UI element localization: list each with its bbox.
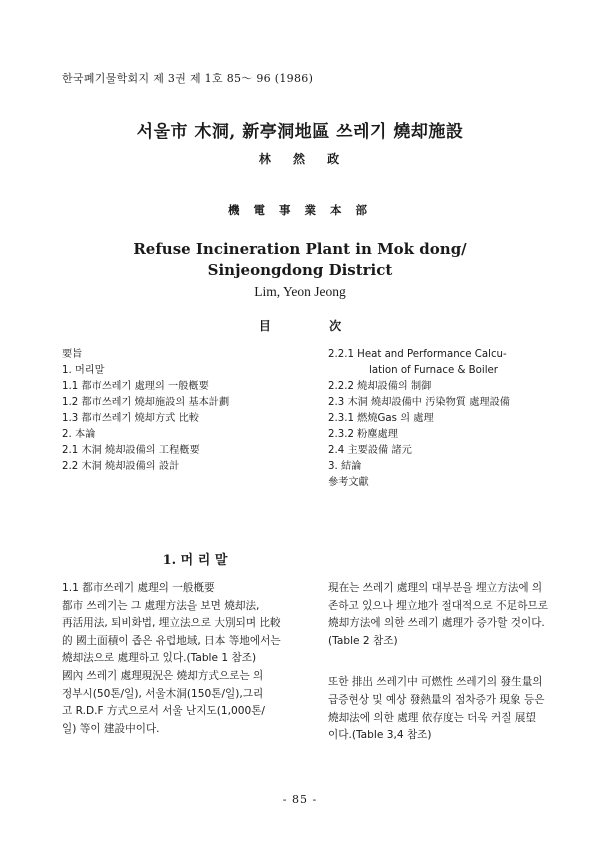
paper-title-korean: 서울市 木洞, 新亭洞地區 쓰레기 燒却施設 <box>136 122 464 142</box>
body-line: 정부시(50톤/일), 서울木洞(150톤/일),그리 <box>62 687 264 700</box>
body-line: 都市 쓰레기는 그 處理方法을 보면 燒却法, <box>62 599 260 612</box>
journal-citation: 한국폐기물학회지 제 3권 제 1호 85～ 96 (1986) <box>62 72 314 85</box>
toc-right-column <box>328 347 510 491</box>
toc-item: 2. 本論 <box>62 429 96 440</box>
body-line: 燒却法으로 處理하고 있다.(Table 1 참조) <box>62 652 257 665</box>
page-number: - 85 - <box>282 793 318 806</box>
toc-item: 2.3.2 粉塵處理 <box>328 429 398 440</box>
toc-item: 2.1 木洞 燒却設備의 工程槪要 <box>62 445 200 456</box>
body-line: 이다.(Table 3,4 참조) <box>328 729 432 742</box>
body-line: 또한 排出 쓰레기中 可燃性 쓰레기의 發生量의 <box>328 676 543 689</box>
toc-item: 2.2.2 燒却設備의 制御 <box>328 381 432 392</box>
body-line: 燒却法에 의한 處理 依存度는 더욱 커질 展望 <box>328 711 537 724</box>
body-line: 再活用法, 퇴비화법, 埋立法으로 大別되며 比較 <box>62 617 281 630</box>
toc-item: 1.3 都市쓰레기 燒却方式 比較 <box>62 413 199 424</box>
body-line: 的 國土面積이 좁은 유럽地域, 日本 等地에서는 <box>62 634 281 647</box>
body-line: (Table 2 참조) <box>328 634 398 647</box>
paragraph-gap <box>328 650 568 674</box>
paper-title-english-line-1: Refuse Incineration Plant in Mok dong/ <box>133 240 467 258</box>
body-line: 國內 쓰레기 處理現況은 燒却方式으로는 의 <box>62 669 264 682</box>
body-column-left <box>62 580 298 738</box>
toc-item: 參考文獻 <box>328 477 369 488</box>
subsection-heading: 1.1 都市쓰레기 處理의 一般槪要 <box>62 582 215 594</box>
body-line: 급증현상 및 예상 發熱量의 점차증가 現象 등은 <box>328 693 545 706</box>
body-line: 現在는 쓰레기 處理의 대부분을 埋立方法에 의 <box>328 582 543 594</box>
toc-item: 2.4 主要設備 諸元 <box>328 445 412 456</box>
toc-item: 1.2 都市쓰레기 燒却施設의 基本計劃 <box>62 397 230 408</box>
toc-item: 1. 머리말 <box>62 365 105 376</box>
body-line: 존하고 있으나 埋立地가 절대적으로 不足하므로 <box>328 599 548 612</box>
toc-item: 2.2.1 Heat and Performance Calcu- <box>328 349 507 360</box>
body-column-right <box>328 580 568 745</box>
affiliation-korean: 機 電 事 業 本 部 <box>227 203 373 217</box>
author-name-english: Lim, Yeon Jeong <box>254 284 346 299</box>
toc-item: 2.2 木洞 燒却設備의 設計 <box>62 461 180 472</box>
toc-item: 1.1 都市쓰레기 處理의 一般槪要 <box>62 381 209 392</box>
section-heading: 1. 머 리 말 <box>162 553 228 568</box>
toc-left-column <box>62 347 229 475</box>
toc-item: lation of Furnace & Boiler <box>369 365 498 376</box>
author-name-korean: 林 然 政 <box>258 152 342 166</box>
toc-item: 要旨 <box>62 349 83 360</box>
body-line: 燒却方法에 의한 쓰레기 處理가 증가할 것이다. <box>328 617 545 630</box>
body-line: 고 R.D.F 方式으로서 서울 난지도(1,000톤/ <box>62 705 265 718</box>
body-line: 일) 等이 建設中이다. <box>62 722 160 735</box>
table-of-contents-heading: 目 次 <box>258 319 342 333</box>
toc-item: 3. 結論 <box>328 461 362 472</box>
paper-title-english-line-2: Sinjeongdong District <box>207 261 393 279</box>
toc-item: 2.3 木洞 燒却設備中 汚染物質 處理設備 <box>328 397 510 408</box>
toc-item: 2.3.1 燃燒Gas 의 處理 <box>328 413 434 424</box>
